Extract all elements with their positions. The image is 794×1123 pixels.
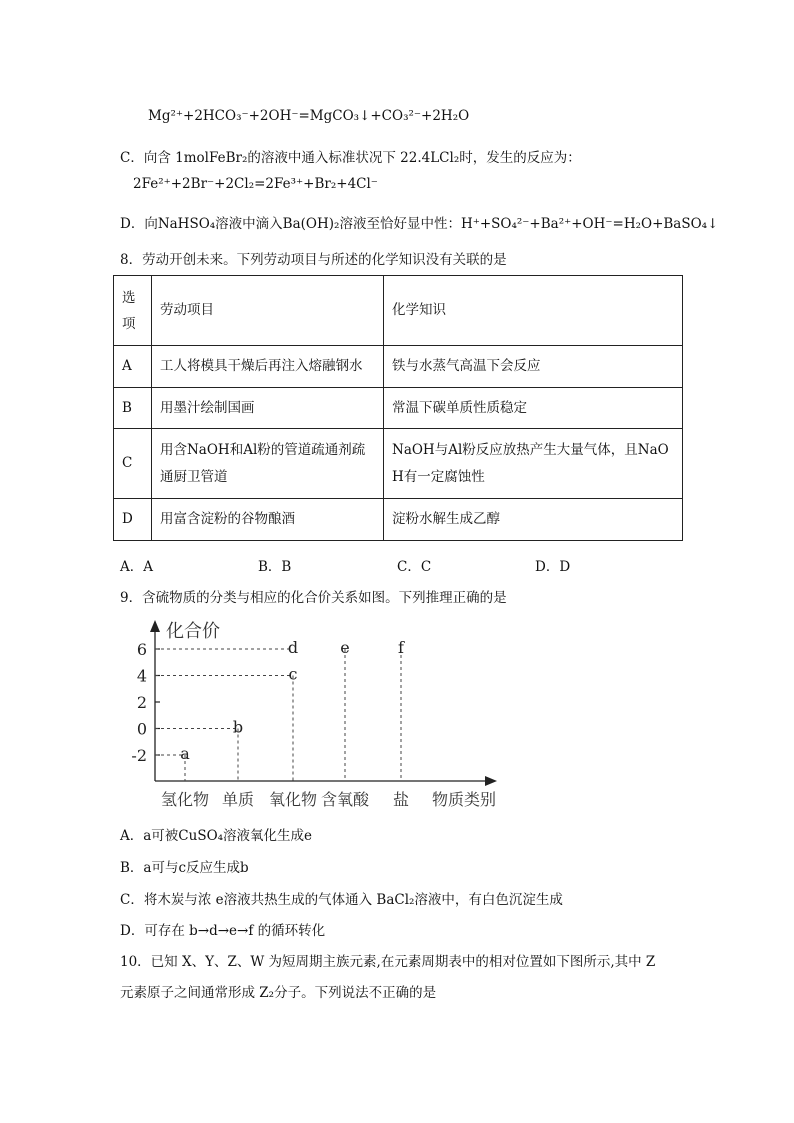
row-labor: 用富含淀粉的谷物酿酒 <box>152 499 384 541</box>
point-d: d <box>287 638 299 657</box>
x-category-label: 盐 <box>392 790 410 809</box>
q7-continued-equation: Mg²⁺+2HCO₃⁻+2OH⁻=MgCO₃↓+CO₃²⁻+2H₂O <box>148 108 470 124</box>
header-option: 选项 <box>114 276 152 346</box>
q9-option-b: B．a可与c反应生成b <box>120 860 249 876</box>
q9-option-c: C．将木炭与浓 e溶液共热生成的气体通入 BaCl₂溶液中，有白色沉淀生成 <box>120 892 563 908</box>
q9-option-a: A．a可被CuSO₄溶液氧化生成e <box>120 828 313 844</box>
row-chem: 常温下碳单质性质稳定 <box>384 388 683 429</box>
q8-option-c: C．C <box>397 559 432 575</box>
q8-option-a: A．A <box>120 559 153 575</box>
x-axis-label: 物质类别 <box>431 790 497 809</box>
x-category-label: 氧化物 <box>268 790 318 809</box>
y-axis-label: 化合价 <box>166 621 220 642</box>
x-category-label: 单质 <box>221 790 255 809</box>
point-c: c <box>288 664 298 684</box>
header-chem: 化学知识 <box>384 276 683 346</box>
row-option: A <box>114 346 152 388</box>
x-axis-arrow <box>485 776 497 786</box>
point-a: a <box>180 744 190 763</box>
q7-option-d-text: D．向NaHSO₄溶液中滴入Ba(OH)₂溶液至恰好显中性：H⁺+SO₄²⁻+Ba²⁺+OH⁻=H₂O+BaSO₄↓ <box>120 216 719 232</box>
row-chem: 淀粉水解生成乙醇 <box>384 499 683 541</box>
point-f: f <box>398 638 404 657</box>
x-category-label: 氢化物 <box>160 790 210 809</box>
y-tick-label: -2 <box>131 746 147 765</box>
row-chem: 铁与水蒸气高温下会反应 <box>384 346 683 388</box>
q8-option-d: D．D <box>535 559 571 575</box>
point-e: e <box>340 638 350 657</box>
header-labor: 劳动项目 <box>152 276 384 346</box>
row-labor: 用墨汁绘制国画 <box>152 388 384 429</box>
y-axis-arrow <box>150 620 160 632</box>
row-option: B <box>114 388 152 429</box>
q10-stem-line2: 元素原子之间通常形成 Z₂分子。下列说法不正确的是 <box>120 985 437 1001</box>
q9-option-d: D．可存在 b→d→e→f 的循环转化 <box>120 923 326 939</box>
q8-stem: 8．劳动开创未来。下列劳动项目与所述的化学知识没有关联的是 <box>120 252 507 268</box>
q9-stem: 9．含硫物质的分类与相应的化合价关系如图。下列推理正确的是 <box>120 590 507 606</box>
row-chem: NaOH与Al粉反应放热产生大量气体，且NaOH有一定腐蚀性 <box>384 429 683 499</box>
point-b: b <box>232 717 244 737</box>
q10-stem-line1: 10．已知 X、Y、Z、W 为短周期主族元素,在元素周期表中的相对位置如下图所示,其中 Z <box>120 954 656 970</box>
y-tick-label: 0 <box>136 719 147 739</box>
row-option: D <box>114 499 152 541</box>
row-labor: 工人将模具干燥后再注入熔融钢水 <box>152 346 384 388</box>
x-category-label: 含氧酸 <box>320 790 370 809</box>
q7-option-c-text: C．向含 1molFeBr₂的溶液中通入标准状况下 22.4LCl₂时，发生的反应为： <box>120 150 581 166</box>
y-tick-label: 2 <box>136 693 147 712</box>
y-tick-label: 6 <box>136 640 147 659</box>
y-tick-label: 4 <box>136 666 147 686</box>
row-labor: 用含NaOH和Al粉的管道疏通剂疏通厨卫管道 <box>152 429 384 499</box>
row-option: C <box>114 429 152 499</box>
q7-option-c-equation: 2Fe²⁺+2Br⁻+2Cl₂=2Fe³⁺+Br₂+4Cl⁻ <box>133 176 378 192</box>
q8-option-b: B．B <box>258 559 292 575</box>
